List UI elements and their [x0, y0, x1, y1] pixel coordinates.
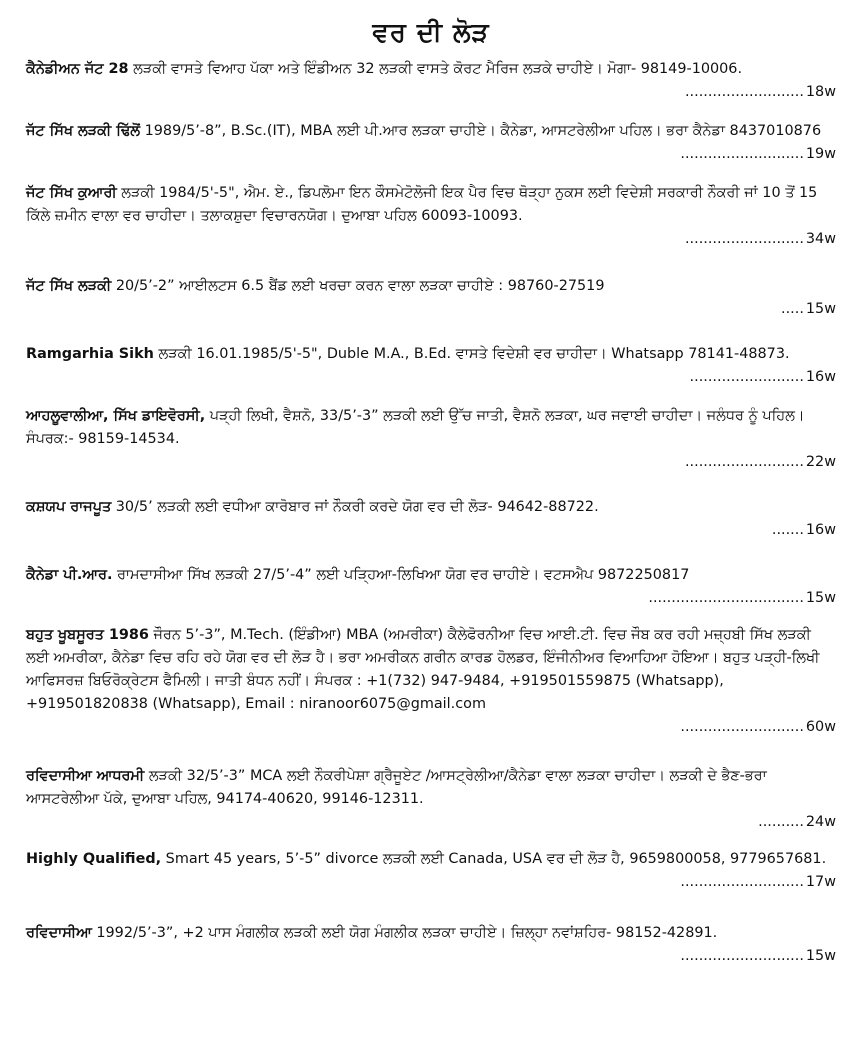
ad-code-line — [26, 811, 836, 834]
ad-code: 15w — [805, 948, 836, 964]
ad-leader-dots: ........................... — [680, 146, 804, 162]
ad-entry — [26, 58, 836, 104]
ad-code-line — [26, 298, 836, 321]
ad-entry — [26, 765, 836, 834]
ad-lead: ਰਵਿਦਾਸੀਆ ਆਧਰਮੀ — [26, 768, 145, 784]
ad-code-line — [26, 228, 836, 251]
ad-lead: ਆਹਲੂਵਾਲੀਆ, ਸਿੱਖ ਡਾਇਵੋਰਸੀ, — [26, 408, 206, 424]
ad-entry — [26, 564, 836, 610]
ad-code: 16w — [805, 522, 836, 538]
ad-code: 34w — [805, 231, 836, 247]
ad-leader-dots: ........................... — [680, 948, 804, 964]
ad-body: ਜੌਰਨ 5’-3”, M.Tech. (ਇੰਡੀਆ) MBA (ਅਮਰੀਕਾ) ਕੈਲੇਫੋਰਨੀਆ ਵਿਚ ਆਈ.ਟੀ. ਵਿਚ ਜੌਬ ਕਰ ਰਹੀ ਮਜ਼੍ਹਬੀ ਸਿੱਖ ਲੜਕੀ ਲਈ ਅਮਰੀਕਾ, ਕੈਨੇਡਾ ਵਿਚ ਰਹਿ ਰਹੇ ਯੋਗ ਵਰ ਦੀ ਲੋੜ ਹੈ। ਭਰਾ ਅਮਰੀਕਨ ਗਰੀਨ ਕਾਰਡ ਹੋਲਡਰ, ਇੰਜੀਨੀਅਰ ਵਿਆਹਿਆ ਹੋਇਆ। ਬਹੁਤ ਪੜ੍ਹੀ-ਲਿਖੀ ਆਫਿਸਰਜ਼ ਬਿਓਰੋਕ੍ਰੇਟਸ ਫੈਮਿਲੀ। ਜਾਤੀ ਬੰਧਨ ਨਹੀਂ। ਸੰਪਰਕ : +1(732) 947-9484, +919501559875 (Whatsapp), +919501820838 (Whatsapp), Email : niranoor6075@gmail.com — [26, 627, 820, 712]
ad-lead: ਰਵਿਦਾਸੀਆ — [26, 925, 92, 941]
ad-entry — [26, 405, 836, 474]
ad-lead: ਕੈਨੇਡਾ ਪੀ.ਆਰ. — [26, 567, 113, 583]
ad-leader-dots: ........................... — [680, 719, 804, 735]
ad-code-line — [26, 587, 836, 610]
ad-code-line — [26, 519, 836, 542]
ad-entry — [26, 496, 836, 542]
ad-code: 22w — [805, 454, 836, 470]
ad-lead: Ramgarhia Sikh — [26, 346, 154, 362]
ad-leader-dots: .......................... — [684, 454, 804, 470]
ad-body: ਲੜਕੀ ਵਾਸਤੇ ਵਿਆਹ ਪੱਕਾ ਅਤੇ ਇੰਡੀਅਨ 32 ਲੜਕੀ ਵਾਸਤੇ ਕੋਰਟ ਮੈਰਿਜ ਲੜਕੇ ਚਾਹੀਏ। ਮੋਗਾ- 98149-10006. — [128, 61, 743, 77]
ad-text — [26, 120, 836, 143]
ad-body: ਲੜਕੀ 32/5’-3” MCA ਲਈ ਨੌਕਰੀਪੇਸ਼ਾ ਗ੍ਰੈਜੂਏਟ /ਆਸਟ੍ਰੇਲੀਆ/ਕੈਨੇਡਾ ਵਾਲਾ ਲੜਕਾ ਚਾਹੀਦਾ। ਲੜਕੀ ਦੇ ਭੈਣ-ਭਰਾ ਆਸਟਰੇਲੀਆ ਪੱਕੇ, ਦੁਆਬਾ ਪਹਿਲ, 94174-40620, 99146-12311. — [26, 768, 767, 807]
ad-leader-dots: .......................... — [684, 84, 804, 100]
ad-entry — [26, 182, 836, 251]
ad-text — [26, 624, 836, 716]
ad-code: 15w — [805, 301, 836, 317]
ad-entry — [26, 120, 836, 166]
ad-leader-dots: .......... — [758, 814, 804, 830]
ads-list — [26, 58, 836, 968]
ad-code: 16w — [805, 369, 836, 385]
ad-code: 18w — [805, 84, 836, 100]
ad-code: 60w — [805, 719, 836, 735]
ad-body: 30/5’ ਲੜਕੀ ਲਈ ਵਧੀਆ ਕਾਰੋਬਾਰ ਜਾਂ ਨੌਕਰੀ ਕਰਦੇ ਯੋਗ ਵਰ ਦੀ ਲੋੜ- 94642-88722. — [111, 499, 599, 515]
ad-code-line — [26, 143, 836, 166]
ad-code: 19w — [805, 146, 836, 162]
ad-entry — [26, 343, 836, 389]
ad-text — [26, 182, 836, 228]
ad-text — [26, 765, 836, 811]
ad-code: 24w — [805, 814, 836, 830]
page-title: ਵਰ ਦੀ ਲੋੜ — [372, 18, 490, 48]
ad-body: Smart 45 years, 5’-5” divorce ਲੜਕੀ ਲਈ Canada, USA ਵਰ ਦੀ ਲੋੜ ਹੈ, 9659800058, 9779657681. — [161, 851, 827, 867]
ad-entry — [26, 624, 836, 739]
ad-code-line — [26, 716, 836, 739]
ad-entry — [26, 922, 836, 968]
ad-lead: ਜੱਟ ਸਿੱਖ ਲੜਕੀ ਢਿੱਲੋਂ — [26, 123, 141, 139]
ad-leader-dots: ....... — [771, 522, 804, 538]
ad-text — [26, 58, 836, 81]
ad-leader-dots: ..... — [781, 301, 804, 317]
ad-leader-dots: ........................... — [680, 874, 804, 890]
ad-lead: ਕਸ਼ਯਪ ਰਾਜਪੂਤ — [26, 499, 112, 515]
ad-entry — [26, 848, 836, 894]
ad-code-line — [26, 945, 836, 968]
ad-body: 20/5’-2” ਆਈਲਟਸ 6.5 ਬੈਂਡ ਲਈ ਖਰਚਾ ਕਰਨ ਵਾਲਾ ਲੜਕਾ ਚਾਹੀਏ : 98760-27519 — [111, 278, 605, 294]
ad-code-line — [26, 871, 836, 894]
ad-leader-dots: .......................... — [684, 231, 804, 247]
ad-entry — [26, 275, 836, 321]
ad-body: 1992/5’-3”, +2 ਪਾਸ ਮੰਗਲੀਕ ਲੜਕੀ ਲਈ ਯੋਗ ਮੰਗਲੀਕ ਲੜਕਾ ਚਾਹੀਏ। ਜ਼ਿਲ੍ਹਾ ਨਵਾਂਸ਼ਹਿਰ- 98152-42891. — [91, 925, 718, 941]
ad-lead: Highly Qualified, — [26, 851, 162, 867]
ad-lead: ਜੱਟ ਸਿੱਖ ਕੁਆਰੀ — [26, 185, 117, 201]
ad-text — [26, 343, 836, 366]
ad-body: 1989/5’-8”, B.Sc.(IT), MBA ਲਈ ਪੀ.ਆਰ ਲੜਕਾ ਚਾਹੀਏ। ਕੈਨੇਡਾ, ਆਸਟਰੇਲੀਆ ਪਹਿਲ। ਭਰਾ ਕੈਨੇਡਾ 8437010876 — [140, 123, 822, 139]
ad-lead: ਬਹੁਤ ਖੂਬਸੂਰਤ 1986 — [26, 627, 149, 643]
ad-code-line — [26, 366, 836, 389]
ad-leader-dots: .................................. — [648, 590, 804, 606]
ad-code-line — [26, 81, 836, 104]
ad-lead: ਕੈਨੇਡੀਅਨ ਜੱਟ 28 — [26, 61, 129, 77]
ad-body: ਲੜਕੀ 1984/5'-5", ਐਮ. ਏ., ਡਿਪਲੋਮਾ ਇਨ ਕੌਸਮੇਟੋਲੋਜੀ ਇਕ ਪੈਰ ਵਿਚ ਥੋੜ੍ਹਾ ਨੁਕਸ ਲਈ ਵਿਦੇਸ਼ੀ ਸਰਕਾਰੀ ਨੌਕਰੀ ਜਾਂ 10 ਤੋਂ 15 ਕਿੱਲੇ ਜ਼ਮੀਨ ਵਾਲਾ ਵਰ ਚਾਹੀਦਾ। ਤਲਾਕਸ਼ੁਦਾ ਵਿਚਾਰਨਯੋਗ। ਦੁਆਬਾ ਪਹਿਲ 60093-10093. — [26, 185, 818, 224]
ad-code: 15w — [805, 590, 836, 606]
ad-text — [26, 275, 836, 298]
ad-text — [26, 564, 836, 587]
ad-code-line — [26, 451, 836, 474]
ad-text — [26, 496, 836, 519]
ad-code: 17w — [805, 874, 836, 890]
ad-body: ਰਾਮਦਾਸੀਆ ਸਿੱਖ ਲੜਕੀ 27/5’-4” ਲਈ ਪੜ੍ਹਿਆ-ਲਿਖਿਆ ਯੋਗ ਵਰ ਚਾਹੀਏ। ਵਟਸਐਪ 9872250817 — [112, 567, 690, 583]
ad-body: ਲੜਕੀ 16.01.1985/5'-5", Duble M.A., B.Ed. ਵਾਸਤੇ ਵਿਦੇਸ਼ੀ ਵਰ ਚਾਹੀਦਾ। Whatsapp 78141-48873. — [153, 346, 790, 362]
ad-leader-dots: ......................... — [689, 369, 804, 385]
ad-text — [26, 848, 836, 871]
ad-text — [26, 922, 836, 945]
ad-lead: ਜੱਟ ਸਿੱਖ ਲੜਕੀ — [26, 278, 112, 294]
ad-text — [26, 405, 836, 451]
ad-body: ਪੜ੍ਹੀ ਲਿਖੀ, ਵੈਸ਼ਨੋ, 33/5’-3” ਲੜਕੀ ਲਈ ਉੱਚ ਜਾਤੀ, ਵੈਸ਼ਨੋ ਲੜਕਾ, ਘਰ ਜਵਾਈ ਚਾਹੀਦਾ। ਜਲੰਧਰ ਨੂੰ ਪਹਿਲ। ਸੰਪਰਕ:- 98159-14534. — [26, 408, 805, 447]
